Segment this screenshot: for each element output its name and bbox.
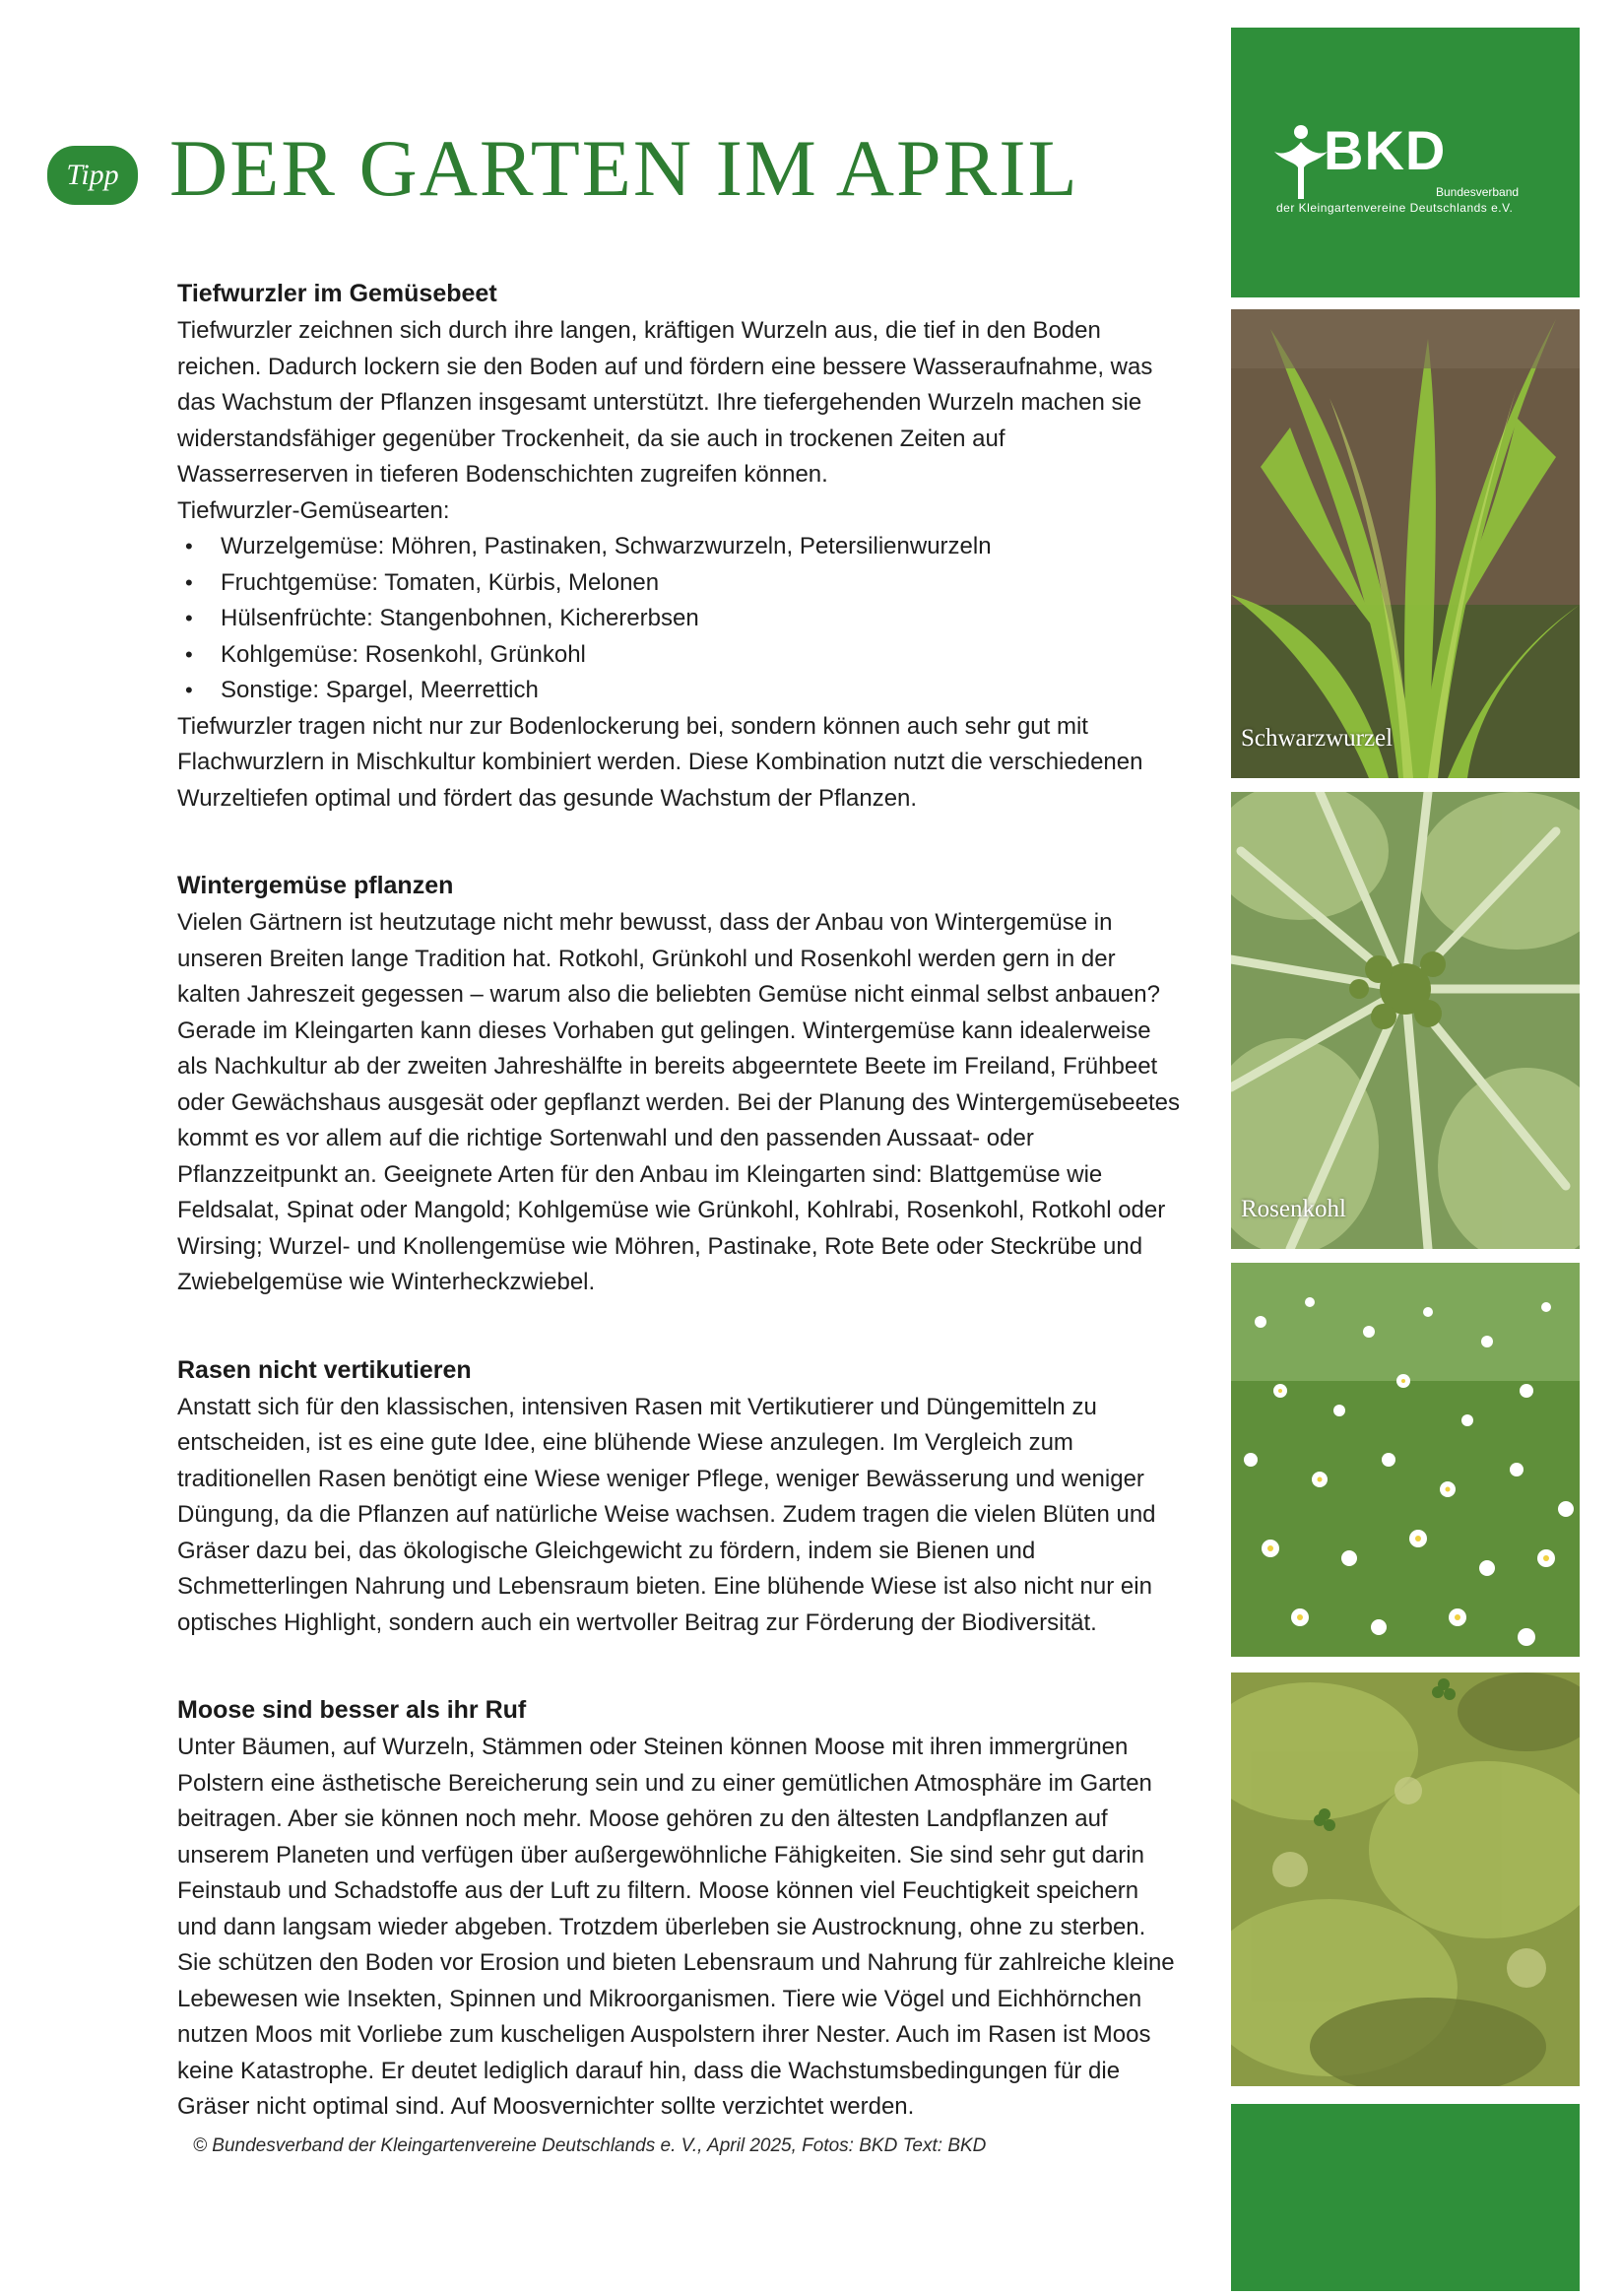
list-item: • Hülsenfrüchte: Stangenbohnen, Kichererbsen xyxy=(185,601,1182,637)
photo-rosenkohl xyxy=(1231,792,1580,1249)
photo-schwarzwurzel xyxy=(1231,309,1580,778)
brussels-sprouts-image xyxy=(1231,792,1580,1249)
photo-meadow xyxy=(1231,1263,1580,1657)
salsify-plant-image xyxy=(1231,309,1580,778)
section-heading: Wintergemüse pflanzen xyxy=(177,872,454,899)
section-text: Vielen Gärtnern ist heutzutage nicht mehr bewusst, dass der Anbau von Wintergemüse in unseren Breiten lange Tradition hat. Rotkohl, Grünkohl und Rosenkohl werden gern in der kalten Jahreszeit gegessen – warum also die beliebten Gemüse nicht einmal selbst anbauen? Gerade im Kleingarten kann dieses Vorhaben gut gelingen. Wintergemüse kann idealerweise als Nachkultur ab der zweiten Jahreshälfte in bereits abgeerntete Beete im Freiland, Frühbeet oder Gewächshaus ausgesät oder gepflanzt werden. Bei der Planung des Wintergemüsebeetes kommt es vor allem auf die richtige Sortenwahl und den passenden Aussaat- oder Pflanzzeitpunkt an. Geeignete Arten für den Anbau im Kleingarten sind: Blattgemüse wie Feldsalat, Spinat oder Mangold; Kohlgemüse wie Grünkohl, Kohlrabi, Rosenkohl, Rotkohl oder Wirsing; Wurzel- und Knollengemüse wie Möhren, Pastinake, Rote Bete oder Steckrübe und Zwiebelgemüse wie Winterheckzwiebel. xyxy=(177,909,1180,1295)
photo-caption: Schwarzwurzel xyxy=(1241,725,1394,752)
logo-wordmark: BKD xyxy=(1324,119,1447,181)
list-title: Tiefwurzler-Gemüsearten: xyxy=(177,496,450,524)
list-item: • Sonstige: Spargel, Meerrettich xyxy=(185,673,1182,709)
bkd-figure-icon xyxy=(1272,122,1329,201)
section-heading: Tiefwurzler im Gemüsebeet xyxy=(177,280,497,307)
bottom-green-bar xyxy=(1231,2104,1580,2291)
bkd-logo xyxy=(1231,28,1580,297)
list-item: • Kohlgemüse: Rosenkohl, Grünkohl xyxy=(185,637,1182,674)
section-moose xyxy=(177,1692,1182,2126)
article-body xyxy=(177,276,1182,2177)
tipp-badge: Tipp xyxy=(47,146,138,205)
section-text: Anstatt sich für den klassischen, intensiven Rasen mit Vertikutierer und Düngemitteln zu entscheiden, ist es eine gute Idee, eine blühende Wiese anzulegen. Im Vergleich zum traditionellen Rasen benötigt eine Wiese weniger Pflege, weniger Bewässerung und weniger Düngung, da die Pflanzen auf natürliche Weise wachsen. Zudem tragen die vielen Blüten und Gräser dazu bei, das ökologische Gleichgewicht zu fördern, indem sie Bienen und Schmetterlingen Nahrung und Lebensraum bieten. Eine blühende Wiese ist also nicht nur ein optisches Highlight, sondern auch ein wertvoller Beitrag zur Förderung der Biodiversität. xyxy=(177,1393,1156,1636)
daisy-meadow-image xyxy=(1231,1263,1580,1657)
page-title: DER GARTEN IM APRIL xyxy=(169,123,1079,213)
page-header xyxy=(47,118,1180,217)
photo-caption: Rosenkohl xyxy=(1241,1196,1346,1222)
logo-line1: Bundesverband xyxy=(1436,185,1520,199)
moss-image xyxy=(1231,1673,1580,2086)
vegetable-list xyxy=(177,529,1182,709)
section-rasen xyxy=(177,1352,1182,1642)
section-tiefwurzler xyxy=(177,276,1182,817)
section-heading: Rasen nicht vertikutieren xyxy=(177,1355,472,1384)
section-outro: Tiefwurzler tragen nicht nur zur Bodenlockerung bei, sondern können auch sehr gut mit Flachwurzlern in Mischkultur kombiniert werden. Diese Kombination nutzt die verschiedenen Wurzeltiefen optimal und fördert das gesunde Wachstum der Pflanzen. xyxy=(177,712,1143,812)
section-wintergemuese xyxy=(177,868,1182,1301)
copyright-footer: © Bundesverband der Kleingartenvereine Deutschlands e. V., April 2025, Fotos: BKD Text: BKD xyxy=(193,2135,987,2156)
list-item: • Wurzelgemüse: Möhren, Pastinaken, Schwarzwurzeln, Petersilienwurzeln xyxy=(185,529,1182,565)
section-intro: Tiefwurzler zeichnen sich durch ihre langen, kräftigen Wurzeln aus, die tief in den Boden reichen. Dadurch lockern sie den Boden auf und fördern eine bessere Wasseraufnahme, was das Wachstum der Pflanzen insgesamt unterstützt. Ihre tiefergehenden Wurzeln machen sie widerstandsfähiger gegenüber Trockenheit, da sie auch in trockenen Zeiten auf Wasserreserven in tieferen Bodenschichten zugreifen können. xyxy=(177,317,1153,488)
section-heading: Moose sind besser als ihr Ruf xyxy=(177,1696,527,1724)
photo-moss xyxy=(1231,1673,1580,2086)
section-text: Unter Bäumen, auf Wurzeln, Stämmen oder Steinen können Moose mit ihren immergrünen Polstern eine ästhetische Bereicherung sein und zu einer gemütlichen Atmosphäre im Garten beitragen. Aber sie können noch mehr. Moose gehören zu den ältesten Landpflanzen auf unserem Planeten und verfügen über außergewöhnliche Fähigkeiten. Sie sind sehr gut darin Feinstaub und Schadstoffe aus der Luft zu filtern. Moose können viel Feuchtigkeit speichern und dann langsam wieder abgeben. Trotzdem überleben sie Austrocknung, ohne zu sterben. Sie schützen den Boden vor Erosion und bieten Lebensraum und Nahrung für zahlreiche kleine Lebewesen wie Insekten, Spinnen und Mikroorganismen. Tiere wie Vögel und Eichhörnchen nutzen Moos mit Vorliebe zum kuscheligen Auspolstern ihrer Nester. Auch im Rasen ist Moos keine Katastrophe. Er deutet lediglich darauf hin, dass die Wachstumsbedingungen für die Gräser nicht optimal sind. Auf Moosvernichter sollte verzichtet werden. xyxy=(177,1734,1175,2120)
logo-line2: der Kleingartenvereine Deutschlands e.V. xyxy=(1276,201,1514,215)
list-item: • Fruchtgemüse: Tomaten, Kürbis, Melonen xyxy=(185,565,1182,602)
